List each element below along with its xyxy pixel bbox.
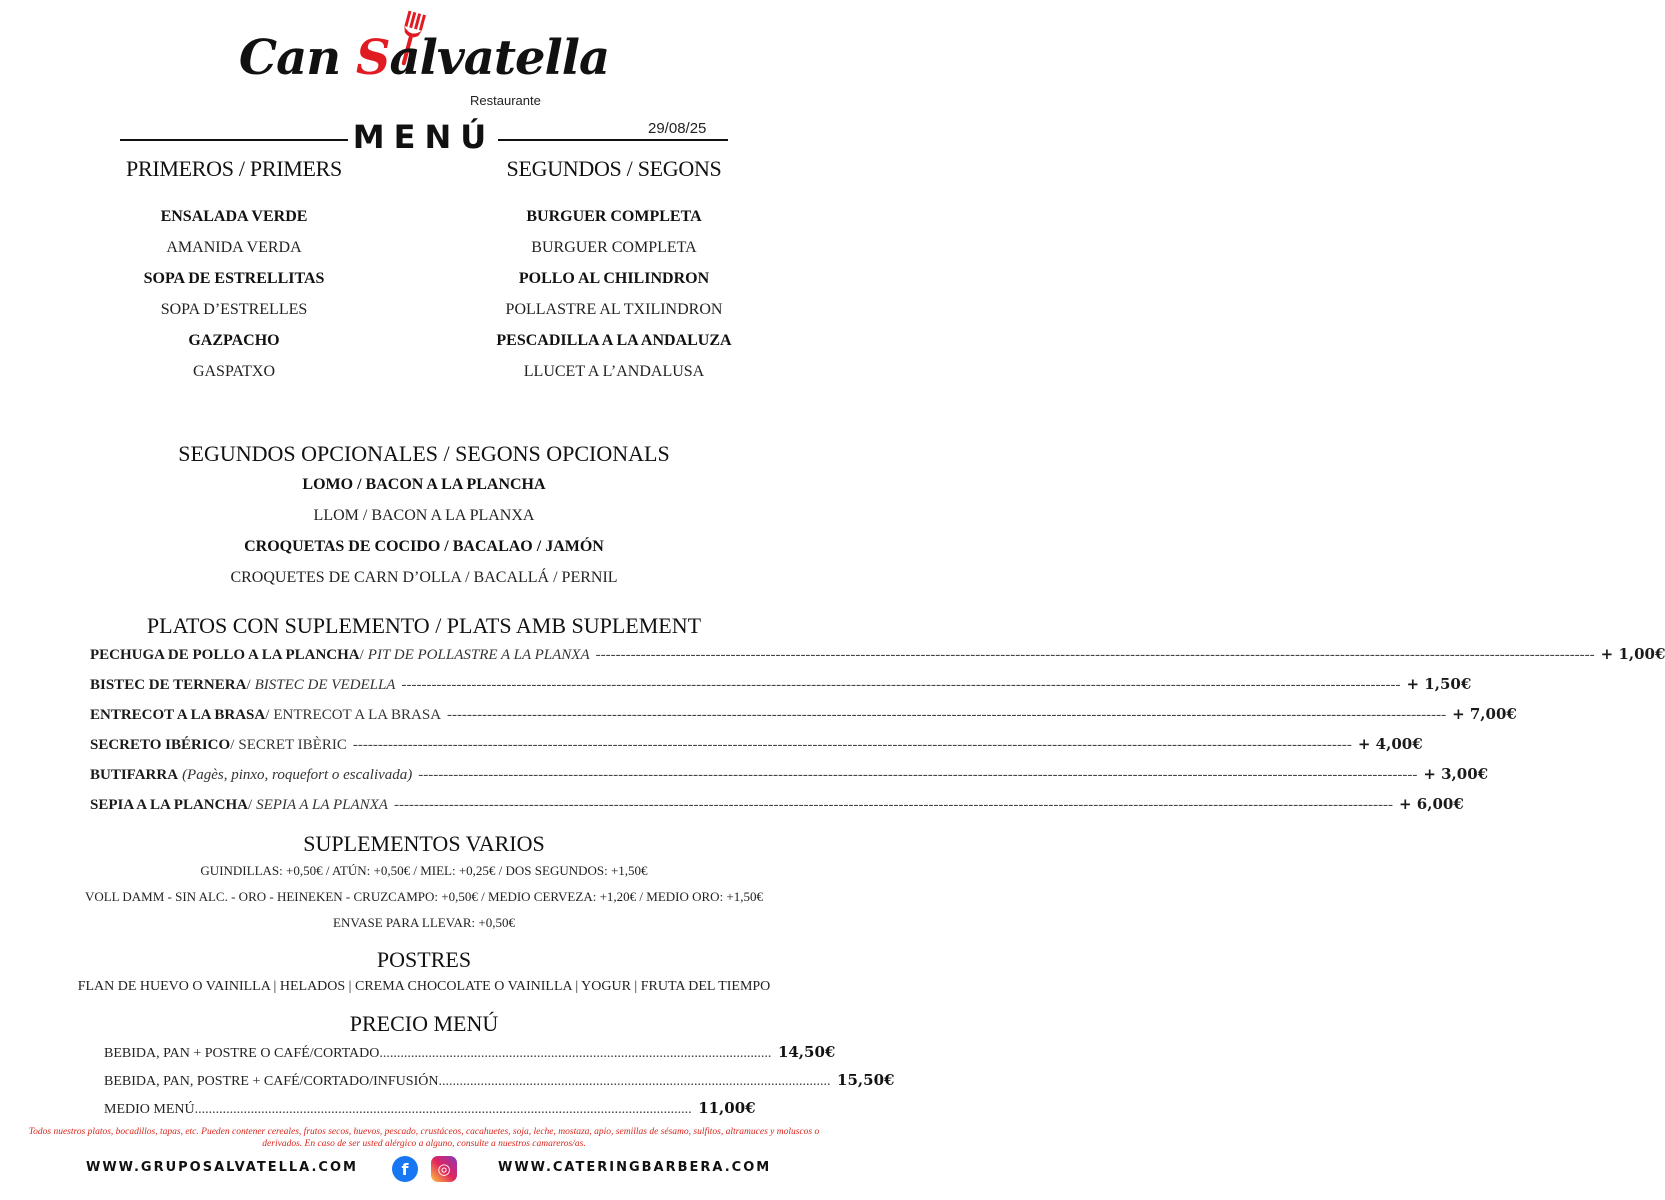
precio-label: BEBIDA, PAN, POSTRE + CAFÉ/CORTADO/INFUSIÓN [104,1074,439,1089]
suplemento-dish-es: BUTIFARRA [90,767,179,783]
suplemento-dish-ca: PIT DE POLLASTRE A LA PLANXA [367,647,590,663]
varios-line: ENVASE PARA LLEVAR: +0,50€ [333,915,515,930]
dish-name-es: GAZPACHO [188,332,280,349]
suplemento-dish-es: PECHUGA DE POLLO A LA PLANCHA [90,647,360,663]
brand-name-initial: S [355,30,390,86]
brand-subtitle: Restaurante [470,93,541,108]
dot-leader: .............................................................................................................................................. [194,1102,692,1117]
varios-line: GUINDILLAS: +0,50€ / ATÚN: +0,50€ / MIEL: +0,25€ / DOS SEGUNDOS: +1,50€ [200,863,648,878]
varios-heading: SUPLEMENTOS VARIOS [303,831,545,856]
separator: / [230,737,235,753]
dash-leader: -------------------------------------------------------------------------------------------------------------------------------------------------------------------------------------------------------- [393,797,1393,813]
suplemento-row [90,705,1517,727]
precio-heading: PRECIO MENÚ [349,1011,499,1036]
dish-name-ca: BURGUER COMPLETA [531,239,697,256]
dot-leader: ................................................................................................................ [379,1046,772,1061]
suplemento-dish-es: SECRETO IBÉRICO [90,737,231,753]
suplemento-row [90,675,1472,697]
suplemento-dish-es: SEPIA A LA PLANCHA [90,797,248,813]
dish-name-ca: POLLASTRE AL TXILINDRON [505,301,723,318]
menu-date: 29/08/25 [648,120,707,137]
website-link-left[interactable]: WWW.GRUPOSALVATELLA.COM [86,1160,358,1175]
dish-name-es: CROQUETAS DE COCIDO / BACALAO / JAMÓN [244,538,604,555]
segundos-heading: SEGUNDOS / SEGONS [506,156,722,181]
dish-name-es: ENSALADA VERDE [160,208,308,225]
precio-row [104,1099,756,1118]
dot-leader: ................................................................................................................ [438,1074,831,1089]
allergen-note: Todos nuestros platos, bocadillos, tapas, etc. Pueden contener cereales, frutos secos, huevos, pescado, crustáceos, cacahuetes, soja, leche, mostaza, apio, semillas de sésamo, sulfitos, altramuces y moluscos o derivados. En caso de ser usted alérgico a alguno, consulte a nuestros camareros/as. [28,1127,820,1149]
separator: / [265,707,270,723]
suplemento-row [90,765,1489,787]
postres-heading: POSTRES [376,947,472,972]
postres-line: FLAN DE HUEVO O VAINILLA | HELADOS | CREMA CHOCOLATE O VAINILLA | YOGUR | FRUTA DEL TIEMPO [77,979,771,994]
facebook-icon[interactable]: f [392,1156,418,1182]
instagram-icon[interactable]: ◎ [431,1156,457,1182]
suplemento-dish-es: BISTEC DE TERNERA [90,677,247,693]
suplemento-row [90,645,1665,667]
dish-name-es: PESCADILLA A LA ANDALUZA [496,332,732,349]
separator: / [359,647,364,663]
opcionales-list [0,476,848,600]
suplemento-row [90,795,1464,817]
precio-value: 11,00€ [698,1099,756,1117]
opcionales-heading: SEGUNDOS OPCIONALES / SEGONS OPCIONALS [178,441,670,466]
suplemento-dish-ca: SEPIA A LA PLANXA [256,797,388,813]
precio-row [104,1071,895,1090]
dish-name-es: SOPA DE ESTRELLITAS [143,270,325,287]
precio-row [104,1043,836,1062]
dish-name-ca: CROQUETES DE CARN D’OLLA / BACALLÁ / PERNIL [230,569,618,586]
precio-value: 15,50€ [837,1071,895,1089]
precio-label: BEBIDA, PAN + POSTRE O CAFÉ/CORTADO [104,1046,380,1061]
suplemento-dish-ca: (Pagès, pinxo, roquefort o escalivada) [182,767,413,783]
dash-leader: -------------------------------------------------------------------------------------------------------------------------------------------------------------------------------------------------------- [418,767,1418,783]
separator: / [247,797,253,813]
dish-name-ca: LLUCET A L’ANDALUSA [523,363,705,380]
dish-name-ca: AMANIDA VERDA [166,239,302,256]
dish-name-es: BURGUER COMPLETA [526,208,702,225]
dash-leader: -------------------------------------------------------------------------------------------------------------------------------------------------------------------------------------------------------- [401,677,1401,693]
suplemento-price: + 6,00€ [1399,795,1464,813]
dash-leader: -------------------------------------------------------------------------------------------------------------------------------------------------------------------------------------------------------- [595,647,1595,663]
separator: / [246,677,251,693]
brand-name-part3: alvatella [389,30,610,86]
suplemento-price: + 3,00€ [1423,765,1489,783]
suplemento-dish-ca: ENTRECOT A LA BRASA [273,707,442,723]
suplemento-price: + 4,00€ [1357,735,1423,753]
dash-leader: -------------------------------------------------------------------------------------------------------------------------------------------------------------------------------------------------------- [352,737,1352,753]
brand-logo [0,30,848,86]
primeros-heading: PRIMEROS / PRIMERS [126,156,342,181]
brand-name-part1: Can [238,30,356,86]
varios-line: VOLL DAMM - SIN ALC. - ORO - HEINEKEN - CRUZCAMPO: +0,50€ / MEDIO CERVEZA: +1,20€ / MEDIO ORO: +1,50€ [84,889,764,904]
precio-label: MEDIO MENÚ [104,1102,195,1117]
precio-value: 14,50€ [777,1043,836,1061]
dish-name-ca: LLOM / BACON A LA PLANXA [313,507,535,524]
suplemento-row [90,735,1423,757]
menu-title: MENÚ [352,118,496,156]
dash-leader: -------------------------------------------------------------------------------------------------------------------------------------------------------------------------------------------------------- [447,707,1447,723]
dish-name-ca: GASPATXO [192,363,276,380]
suplemento-price: + 1,50€ [1406,675,1472,693]
website-link-right[interactable]: WWW.CATERINGBARBERA.COM [498,1160,772,1175]
suplemento-dish-ca: SECRET IBÈRIC [238,737,347,753]
suplemento-heading: PLATOS CON SUPLEMENTO / PLATS AMB SUPLEMENT [146,613,702,638]
suplemento-dish-ca: BISTEC DE VEDELLA [254,677,396,693]
segundos-list [464,208,764,394]
dish-name-es: POLLO AL CHILINDRON [518,270,710,287]
dish-name-ca: SOPA D’ESTRELLES [160,301,308,318]
suplemento-price: + 1,00€ [1600,645,1665,663]
suplemento-price: + 7,00€ [1452,705,1517,723]
suplemento-dish-es: ENTRECOT A LA BRASA [90,707,266,723]
primeros-list [94,208,374,394]
dish-name-es: LOMO / BACON A LA PLANCHA [302,476,546,493]
